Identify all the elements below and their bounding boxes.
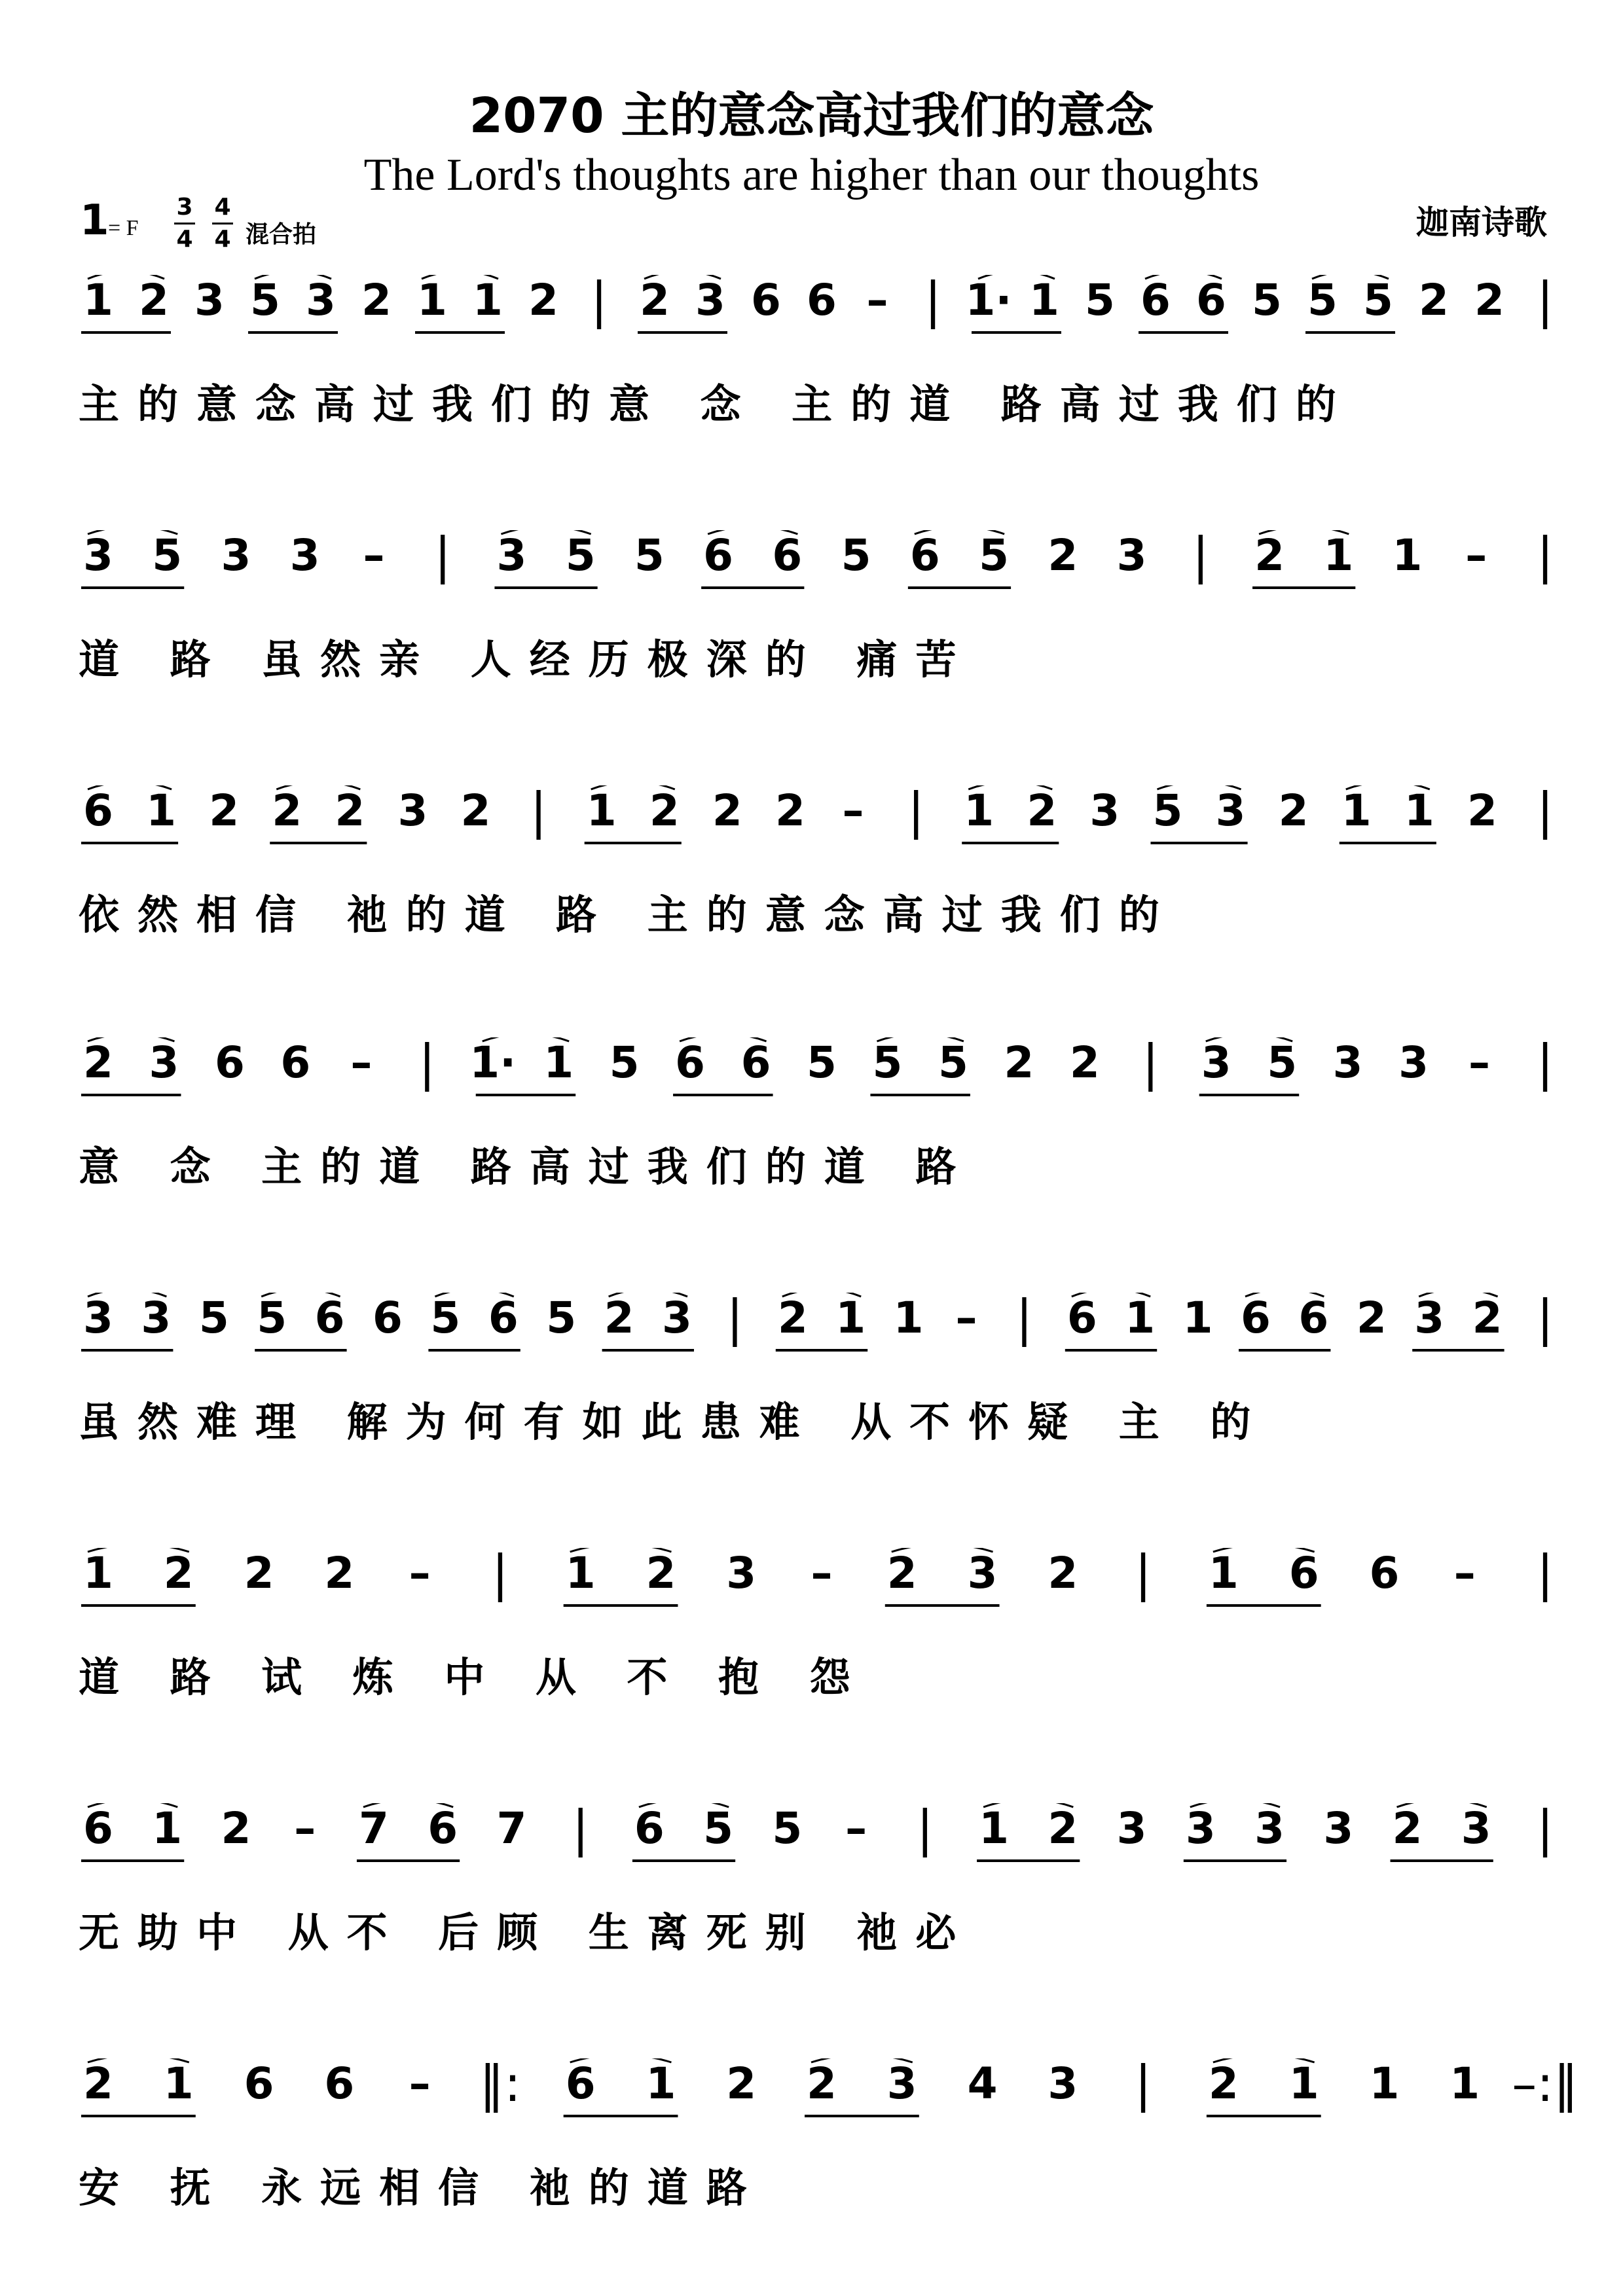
note: 6: [1140, 275, 1171, 325]
time-sig-bottom: 4: [214, 226, 231, 253]
dash-hold: –: [363, 530, 385, 581]
note: 2: [1048, 1803, 1078, 1854]
note: 3: [1116, 530, 1147, 581]
note: 2: [83, 1037, 113, 1088]
barline: |: [1015, 1289, 1033, 1347]
barline: |: [1537, 1799, 1554, 1857]
lyrics-line: 道 路 虽然亲 人经历极深的 痛苦: [79, 636, 975, 683]
note: 1: [1125, 1293, 1156, 1343]
note: 2: [649, 785, 680, 836]
note: 1: [1341, 785, 1372, 836]
note: 1: [473, 275, 503, 325]
barline: |: [1537, 1544, 1554, 1602]
dash-hold: –: [811, 1548, 833, 1598]
note: 3: [221, 530, 251, 581]
note: 2: [604, 1293, 634, 1343]
barline: |: [1537, 526, 1554, 584]
note: 6: [703, 530, 734, 581]
note: 2: [640, 275, 670, 325]
note: 6: [428, 1803, 458, 1854]
note: 6: [751, 275, 781, 325]
dash-hold: –: [955, 1293, 977, 1343]
note: 5: [872, 1037, 903, 1088]
note: 6: [565, 2058, 596, 2109]
note: 1: [417, 275, 447, 325]
barline: |: [1537, 1033, 1554, 1092]
note: 2: [1467, 785, 1497, 836]
note: 1·: [469, 1037, 517, 1088]
barline: |: [591, 271, 608, 329]
note: 2: [1048, 1548, 1078, 1598]
note: 5: [938, 1037, 968, 1088]
barline: |: [1537, 781, 1554, 840]
note: 2: [460, 785, 491, 836]
dash-hold: –: [409, 1548, 431, 1598]
note: 2: [1472, 1293, 1503, 1343]
note: 6: [314, 1293, 345, 1343]
key-equals: = F: [108, 216, 139, 240]
note: 5: [807, 1037, 837, 1088]
note: 2: [777, 1293, 808, 1343]
barline: –:‖: [1512, 2054, 1578, 2113]
note: 1: [1404, 785, 1434, 836]
note: 2: [1356, 1293, 1387, 1343]
note: 6: [1369, 1548, 1400, 1598]
note: 1: [1182, 1293, 1213, 1343]
note: 1: [146, 785, 177, 836]
note: 6: [83, 1803, 113, 1854]
note: 2: [163, 1548, 194, 1598]
note: 3: [397, 785, 428, 836]
barline: |: [1537, 1289, 1554, 1347]
note: 2: [361, 275, 392, 325]
note: 2: [244, 1548, 274, 1598]
lyrics-line: 无助中 从不 后顾 生离死别 祂必: [79, 1909, 975, 1956]
note: 2: [1004, 1037, 1034, 1088]
note: 5: [152, 530, 183, 581]
note: 6: [280, 1037, 311, 1088]
note: 5: [772, 1803, 803, 1854]
note: 3: [496, 530, 527, 581]
note: 3: [1048, 2058, 1078, 2109]
note: 5: [546, 1293, 577, 1343]
note: 5: [198, 1293, 229, 1343]
note: 6: [634, 1803, 665, 1854]
note: 5: [1085, 275, 1115, 325]
dash-hold: –: [842, 785, 864, 836]
note: 1: [1323, 530, 1354, 581]
note: 1·: [965, 275, 1012, 325]
barline: ‖:: [479, 2054, 521, 2113]
note: 5: [634, 530, 665, 581]
note: 1: [835, 1293, 866, 1343]
note: 1: [979, 1803, 1010, 1854]
note: 2: [528, 275, 558, 325]
barline: |: [924, 271, 941, 329]
note: 1: [163, 2058, 194, 2109]
dash-hold: –: [350, 1037, 373, 1088]
note: 2: [1069, 1037, 1100, 1088]
time-sig-top: 4: [214, 194, 231, 221]
barline: |: [492, 1544, 509, 1602]
note: 2: [324, 1548, 355, 1598]
barline: |: [434, 526, 451, 584]
note: 3: [1398, 1037, 1429, 1088]
note: 6: [807, 275, 837, 325]
note: 3: [1201, 1037, 1231, 1088]
note: 2: [209, 785, 240, 836]
note: 5: [841, 530, 871, 581]
note: 1: [543, 1037, 574, 1088]
note: 6: [740, 1037, 771, 1088]
note: 5: [1307, 275, 1338, 325]
note: 6: [83, 785, 113, 836]
dash-hold: –: [1468, 1037, 1491, 1088]
lyrics-line: 意 念 主的道 路高过我们的道 路: [79, 1143, 975, 1191]
note: 5: [979, 530, 1010, 581]
note: 2: [221, 1803, 251, 1854]
note: 5: [1363, 275, 1393, 325]
note: 3: [1254, 1803, 1285, 1854]
note: 5: [1267, 1037, 1298, 1088]
time-sig-bottom: 4: [176, 226, 193, 253]
note: 2: [775, 785, 805, 836]
song-title: 2070 主的意念高过我们的意念: [469, 88, 1154, 144]
note: 1: [964, 785, 994, 836]
note: 1: [893, 1293, 924, 1343]
barline: |: [1135, 2054, 1152, 2113]
note: 3: [83, 530, 113, 581]
note: 3: [1116, 1803, 1147, 1854]
song-subtitle: The Lord's thoughts are higher than our thoughts: [363, 150, 1260, 200]
note: 2: [1027, 785, 1057, 836]
note: 3: [886, 2058, 917, 2109]
note: 2: [1048, 530, 1078, 581]
note: 2: [1392, 1803, 1423, 1854]
note: 1: [152, 1803, 183, 1854]
note: 3: [1185, 1803, 1216, 1854]
note: 1: [1029, 275, 1059, 325]
note: 6: [244, 2058, 274, 2109]
note: 5: [1252, 275, 1282, 325]
key-signature: 1: [80, 196, 109, 245]
note: 1: [646, 2058, 676, 2109]
note: 1: [1208, 1548, 1239, 1598]
beams: [0, 785, 1623, 870]
note: 5: [703, 1803, 734, 1854]
barline: |: [1537, 271, 1554, 329]
note: 1: [565, 1548, 596, 1598]
note: 7: [358, 1803, 389, 1854]
note: 3: [1089, 785, 1120, 836]
note: 6: [772, 530, 803, 581]
note: 2: [726, 2058, 757, 2109]
dash-hold: –: [409, 2058, 431, 2109]
note: 3: [83, 1293, 113, 1343]
note: 1: [586, 785, 617, 836]
note: 2: [807, 2058, 837, 2109]
meter-note: 混合拍: [246, 221, 317, 248]
time-signature-4-4: [210, 194, 236, 253]
note: 2: [1474, 275, 1504, 325]
note: 2: [886, 1548, 917, 1598]
barline: |: [1192, 526, 1209, 584]
dash-hold: –: [294, 1803, 316, 1854]
note: 5: [1152, 785, 1183, 836]
note: 5: [609, 1037, 640, 1088]
lyrics-line: 道 路 试 炼 中 从 不 抱 怨: [79, 1653, 869, 1701]
barline: |: [726, 1289, 744, 1347]
note: 6: [1067, 1293, 1097, 1343]
note: 4: [967, 2058, 998, 2109]
note: 3: [695, 275, 725, 325]
note: 6: [909, 530, 940, 581]
note: 6: [324, 2058, 355, 2109]
barline: |: [917, 1799, 934, 1857]
time-sig-top: 3: [176, 194, 193, 221]
dash-hold: –: [1465, 530, 1487, 581]
note: 1: [83, 275, 113, 325]
barline: |: [530, 781, 547, 840]
note: 7: [496, 1803, 527, 1854]
note: 2: [139, 275, 169, 325]
note: 5: [430, 1293, 461, 1343]
time-signature-3-4: [172, 194, 198, 253]
note: 1: [1288, 2058, 1319, 2109]
note: 5: [250, 275, 280, 325]
note: 6: [214, 1037, 245, 1088]
dash-hold: –: [845, 1803, 867, 1854]
note: 2: [712, 785, 742, 836]
dash-hold: –: [1453, 1548, 1476, 1598]
note: 3: [1332, 1037, 1363, 1088]
note: 1: [1450, 2058, 1480, 2109]
dash-hold: –: [866, 275, 888, 325]
note: 2: [1208, 2058, 1239, 2109]
lyrics-line: 依然相信 祂的道 路 主的意念高过我们的: [79, 891, 1178, 939]
note: 3: [662, 1293, 692, 1343]
note: 3: [726, 1548, 757, 1598]
barline: |: [907, 781, 924, 840]
lyrics-line: 主的意念高过我们的意 念 主的道 路高过我们的: [79, 380, 1355, 428]
note: 3: [1461, 1803, 1491, 1854]
note: 6: [1298, 1293, 1329, 1343]
note: 2: [83, 2058, 113, 2109]
barline: |: [1135, 1544, 1152, 1602]
note: 2: [1278, 785, 1309, 836]
lyrics-line: 安 抚 永远相信 祂的道路: [79, 2164, 765, 2212]
note: 3: [1323, 1803, 1354, 1854]
note: 3: [194, 275, 225, 325]
note: 3: [1215, 785, 1246, 836]
note: 6: [1241, 1293, 1271, 1343]
note: 3: [289, 530, 320, 581]
note: 2: [646, 1548, 676, 1598]
note: 1: [1369, 2058, 1400, 2109]
note: 2: [272, 785, 302, 836]
note: 5: [565, 530, 596, 581]
note: 3: [141, 1293, 172, 1343]
note: 6: [373, 1293, 403, 1343]
note: 5: [257, 1293, 287, 1343]
note: 1: [83, 1548, 113, 1598]
note: 6: [1288, 1548, 1319, 1598]
note: 6: [675, 1037, 706, 1088]
note: 2: [1419, 275, 1449, 325]
note: 6: [1196, 275, 1226, 325]
barline: |: [418, 1033, 436, 1092]
author: 迦南诗歌: [1416, 204, 1547, 242]
barline: |: [1142, 1033, 1159, 1092]
lyrics-line: 虽然难理 解为何有如此患难 从不怀疑 主 的: [79, 1398, 1269, 1446]
note: 1: [1392, 530, 1423, 581]
note: 3: [306, 275, 336, 325]
barline: |: [572, 1799, 589, 1857]
note: 3: [149, 1037, 179, 1088]
note: 6: [488, 1293, 519, 1343]
note: 2: [335, 785, 365, 836]
note: 3: [1414, 1293, 1445, 1343]
note: 2: [1254, 530, 1285, 581]
note: 3: [967, 1548, 998, 1598]
